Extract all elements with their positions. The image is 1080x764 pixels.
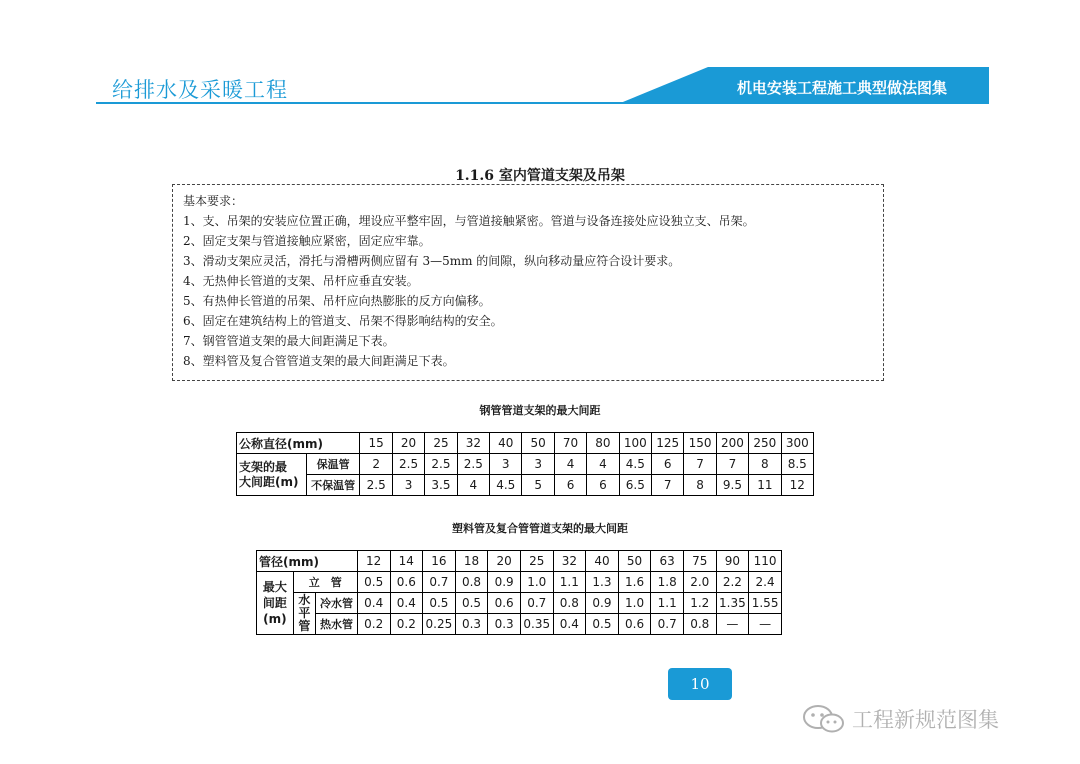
table-cell: 125 [652,433,684,454]
hot-water-label: 热水管 [316,614,358,635]
table-cell: 70 [554,433,586,454]
table-cell: 90 [716,551,749,572]
table-cell: 12 [357,551,390,572]
table-cell: 2 [360,454,392,475]
vertical-pipe-label: 立 管 [293,572,357,593]
table-cell: 32 [553,551,586,572]
table-cell: 3 [490,454,522,475]
table-cell: 0.5 [586,614,619,635]
table-cell: 1.0 [618,593,651,614]
table-row [257,593,782,614]
table-cell: 1.1 [651,593,684,614]
table-row [237,454,814,475]
table-cell: 50 [522,433,554,454]
header-rule [96,102,989,104]
table-cell: — [749,614,782,635]
table-cell: 0.5 [423,593,456,614]
table-cell: 1.35 [716,593,749,614]
table-cell: 150 [684,433,716,454]
table-cell: 2.5 [425,454,457,475]
table-cell: 3 [392,475,424,496]
requirement-item: 8、塑料管及复合管管道支架的最大间距满足下表。 [183,354,455,368]
table-cell: 1.3 [586,572,619,593]
table-cell: 1.8 [651,572,684,593]
table-cell: 0.8 [553,593,586,614]
table-cell: 0.6 [618,614,651,635]
table-cell: 0.6 [488,593,521,614]
table-cell: 7 [652,475,684,496]
table-cell: 0.7 [651,614,684,635]
table-cell: 2.5 [360,475,392,496]
table-cell: 40 [586,551,619,572]
table-cell: 12 [781,475,813,496]
steel-table-title: 钢管管道支架的最大间距 [479,404,601,417]
table-cell: 300 [781,433,813,454]
table-cell: 7 [716,454,748,475]
table-cell: — [716,614,749,635]
table-cell: 0.3 [488,614,521,635]
steel-group-label [237,454,307,496]
requirement-item: 3、滑动支架应灵活，滑托与滑槽两侧应留有 3—5mm 的间隙，纵向移动量应符合设计要求。 [183,254,681,268]
table-cell: 0.6 [390,572,423,593]
table-cell: 80 [587,433,619,454]
book-title: 机电安装工程施工典型做法图集 [737,79,948,97]
table-cell: 0.4 [553,614,586,635]
requirement-item: 6、固定在建筑结构上的管道支、吊架不得影响结构的安全。 [183,314,503,328]
table-cell: 6.5 [619,475,651,496]
table-cell: 50 [618,551,651,572]
table-cell: 2.4 [749,572,782,593]
requirement-item: 2、固定支架与管道接触应紧密，固定应牢靠。 [183,234,431,248]
table-cell: 0.9 [586,593,619,614]
table-cell: 6 [652,454,684,475]
table-cell: 200 [716,433,748,454]
table-cell: 9.5 [716,475,748,496]
table-cell: 75 [683,551,716,572]
watermark [800,702,1050,734]
chapter-title: 给排水及采暖工程 [112,78,288,102]
table-cell: 100 [619,433,651,454]
plastic-group-label-line1: 最大 [262,580,287,594]
table-cell: 6 [587,475,619,496]
plastic-group-label-line3: (m) [263,612,287,626]
table-cell: 63 [651,551,684,572]
table-cell: 0.9 [488,572,521,593]
steel-pipe-table [236,432,814,496]
table-cell: 2.0 [683,572,716,593]
table-cell: 0.3 [455,614,488,635]
page-number-badge: 10 [668,668,732,700]
table-cell: 2.2 [716,572,749,593]
table-cell: 5 [522,475,554,496]
requirement-item: 1、支、吊架的安装应位置正确，埋设应平整牢固，与管道接触紧密。管道与设备连接处应设独立支、吊架。 [183,214,755,228]
table-cell: 16 [423,551,456,572]
table-cell: 25 [425,433,457,454]
table-cell: 1.6 [618,572,651,593]
table-cell: 4 [587,454,619,475]
table-cell: 0.5 [455,593,488,614]
table-cell: 8.5 [781,454,813,475]
plastic-group-label [257,572,294,635]
table-row [257,614,782,635]
table-cell: 8 [684,475,716,496]
table-cell: 0.2 [357,614,390,635]
table-cell: 0.35 [520,614,553,635]
table-cell: 7 [684,454,716,475]
table-cell: 110 [749,551,782,572]
plastic-head-label: 管径(mm) [257,551,358,572]
table-cell: 250 [749,433,781,454]
insulated-label: 保温管 [306,454,360,475]
table-cell: 0.7 [423,572,456,593]
table-cell: 0.8 [683,614,716,635]
table-row [257,551,782,572]
plastic-table-title: 塑料管及复合管管道支架的最大间距 [452,522,628,535]
table-cell: 0.8 [455,572,488,593]
requirements-heading: 基本要求： [183,194,244,208]
table-row [257,572,782,593]
table-cell: 4 [554,454,586,475]
wechat-icon [800,704,848,734]
table-row [237,433,814,454]
table-cell: 0.25 [423,614,456,635]
requirement-item: 5、有热伸长管道的吊架、吊杆应向热膨胀的反方向偏移。 [183,294,491,308]
requirement-item: 7、钢管管道支架的最大间距满足下表。 [183,334,395,348]
cold-water-label: 冷水管 [316,593,358,614]
table-cell: 25 [520,551,553,572]
section-title: 1.1.6 室内管道支架及吊架 [455,168,625,184]
table-cell: 1.1 [553,572,586,593]
table-cell: 20 [488,551,521,572]
requirements-box [172,184,884,381]
table-cell: 1.2 [683,593,716,614]
table-cell: 15 [360,433,392,454]
table-cell: 1.55 [749,593,782,614]
table-cell: 11 [749,475,781,496]
requirement-item: 4、无热伸长管道的支架、吊杆应垂直安装。 [183,274,419,288]
table-cell: 18 [455,551,488,572]
horizontal-label-char: 水 [298,593,311,607]
horizontal-pipe-label [293,593,315,635]
steel-group-label-line1: 支架的最 [239,459,288,474]
horizontal-label-char: 平 [298,606,311,620]
table-cell: 6 [554,475,586,496]
table-cell: 14 [390,551,423,572]
table-cell: 0.4 [357,593,390,614]
table-cell: 0.5 [357,572,390,593]
table-cell: 20 [392,433,424,454]
table-cell: 4.5 [619,454,651,475]
table-cell: 0.4 [390,593,423,614]
uninsulated-label: 不保温管 [306,475,360,496]
watermark-text: 工程新规范图集 [852,708,999,732]
plastic-pipe-table [256,550,782,635]
table-cell: 0.2 [390,614,423,635]
table-cell: 3 [522,454,554,475]
table-row [237,475,814,496]
steel-head-label: 公称直径(mm) [237,433,360,454]
table-cell: 32 [457,433,489,454]
table-cell: 4.5 [490,475,522,496]
table-cell: 40 [490,433,522,454]
plastic-group-label-line2: 间距 [262,596,287,610]
horizontal-label-char: 管 [298,619,311,633]
table-cell: 8 [749,454,781,475]
table-cell: 3.5 [425,475,457,496]
table-cell: 0.7 [520,593,553,614]
table-cell: 1.0 [520,572,553,593]
steel-group-label-line2: 大间距(m) [239,474,299,489]
table-cell: 2.5 [392,454,424,475]
table-cell: 2.5 [457,454,489,475]
table-cell: 4 [457,475,489,496]
